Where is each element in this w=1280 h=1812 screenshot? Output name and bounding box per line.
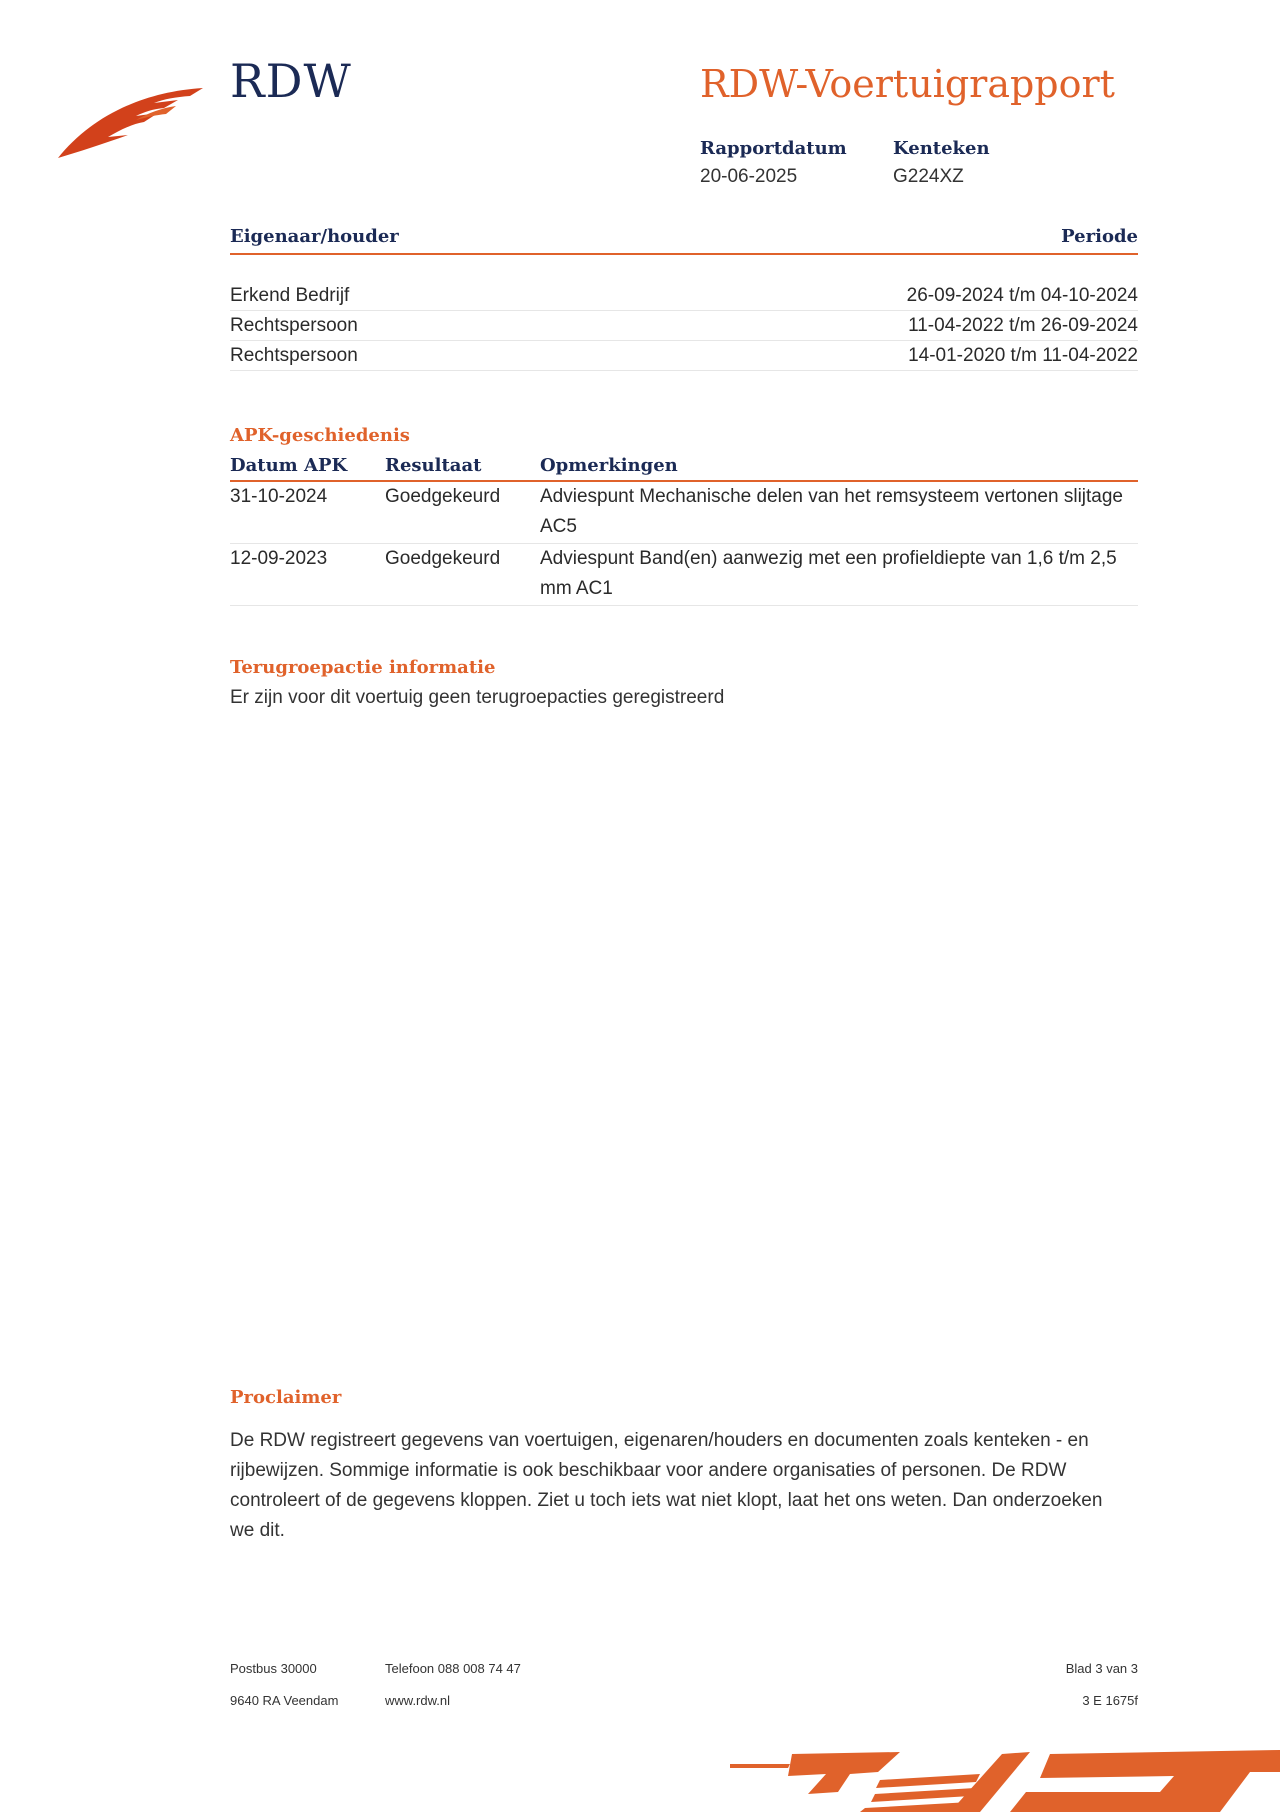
footer-code: 3 E 1675f [1082, 1693, 1138, 1708]
owner-cell: Rechtspersoon [230, 345, 358, 366]
brand-name: RDW [230, 54, 352, 108]
col-owner: Eigenaar/houder [230, 226, 399, 247]
proclaimer-text: De RDW registreert gegevens van voertuigen, eigenaren/houders en documenten zoals kenteken - en rijbewijzen. Sommige informatie is ook beschikbaar voor andere organisaties of personen. De RDW controleert of de gegevens kloppen. Ziet u toch iets wat niet klopt, laat het ons weten. Dan onderzoeken we dit. [230, 1430, 1103, 1541]
table-row [230, 311, 1138, 341]
apk-table [230, 455, 1138, 606]
col-result: Resultaat [385, 455, 482, 476]
report-date-label: Rapportdatum [700, 138, 847, 159]
page-title: RDW-Voertuigrapport [700, 62, 1115, 106]
apk-date-cell: 31-10-2024 [230, 486, 328, 507]
apk-date-cell: 12-09-2023 [230, 548, 328, 569]
footer-page: Blad 3 van 3 [1065, 1661, 1138, 1676]
apk-section-title: APK-geschiedenis [230, 425, 410, 446]
col-period: Periode [1061, 226, 1138, 247]
footer-postbus: Postbus 30000 [230, 1661, 317, 1676]
col-date: Datum APK [230, 455, 348, 476]
table-row [230, 281, 1138, 311]
footer-phone: Telefoon 088 008 74 47 [385, 1661, 521, 1676]
footer-website[interactable]: www.rdw.nl [385, 1693, 451, 1708]
table-row [230, 341, 1138, 371]
rdw-logo-icon [58, 80, 208, 162]
col-remarks: Opmerkingen [540, 455, 678, 476]
proclaimer-title: Proclaimer [230, 1387, 342, 1408]
owner-table [230, 226, 1138, 371]
decorative-stripes-icon [730, 1742, 1280, 1812]
recall-text: Er zijn voor dit voertuig geen terugroepacties geregistreerd [230, 687, 725, 708]
owner-cell: Rechtspersoon [230, 315, 358, 336]
plate-label: Kenteken [893, 138, 990, 159]
apk-remarks-cell: Adviespunt Mechanische delen van het remsysteem vertonen slijtage AC5 [540, 486, 1123, 537]
owner-cell: Erkend Bedrijf [230, 285, 350, 306]
owner-table-header [230, 226, 1138, 255]
table-row [230, 544, 1138, 606]
period-cell: 26-09-2024 t/m 04-10-2024 [906, 285, 1138, 306]
table-row [230, 482, 1138, 544]
footer-city: 9640 RA Veendam [230, 1693, 339, 1708]
period-cell: 14-01-2020 t/m 11-04-2022 [908, 345, 1138, 366]
recall-section-title: Terugroepactie informatie [230, 657, 496, 678]
apk-remarks-cell: Adviespunt Band(en) aanwezig met een profieldiepte van 1,6 t/m 2,5 mm AC1 [540, 548, 1117, 599]
report-date: 20-06-2025 [700, 166, 798, 187]
apk-result-cell: Goedgekeurd [385, 486, 501, 507]
period-cell: 11-04-2022 t/m 26-09-2024 [908, 315, 1138, 336]
apk-result-cell: Goedgekeurd [385, 548, 501, 569]
plate-value: G224XZ [893, 166, 964, 187]
apk-table-header [230, 455, 1138, 482]
